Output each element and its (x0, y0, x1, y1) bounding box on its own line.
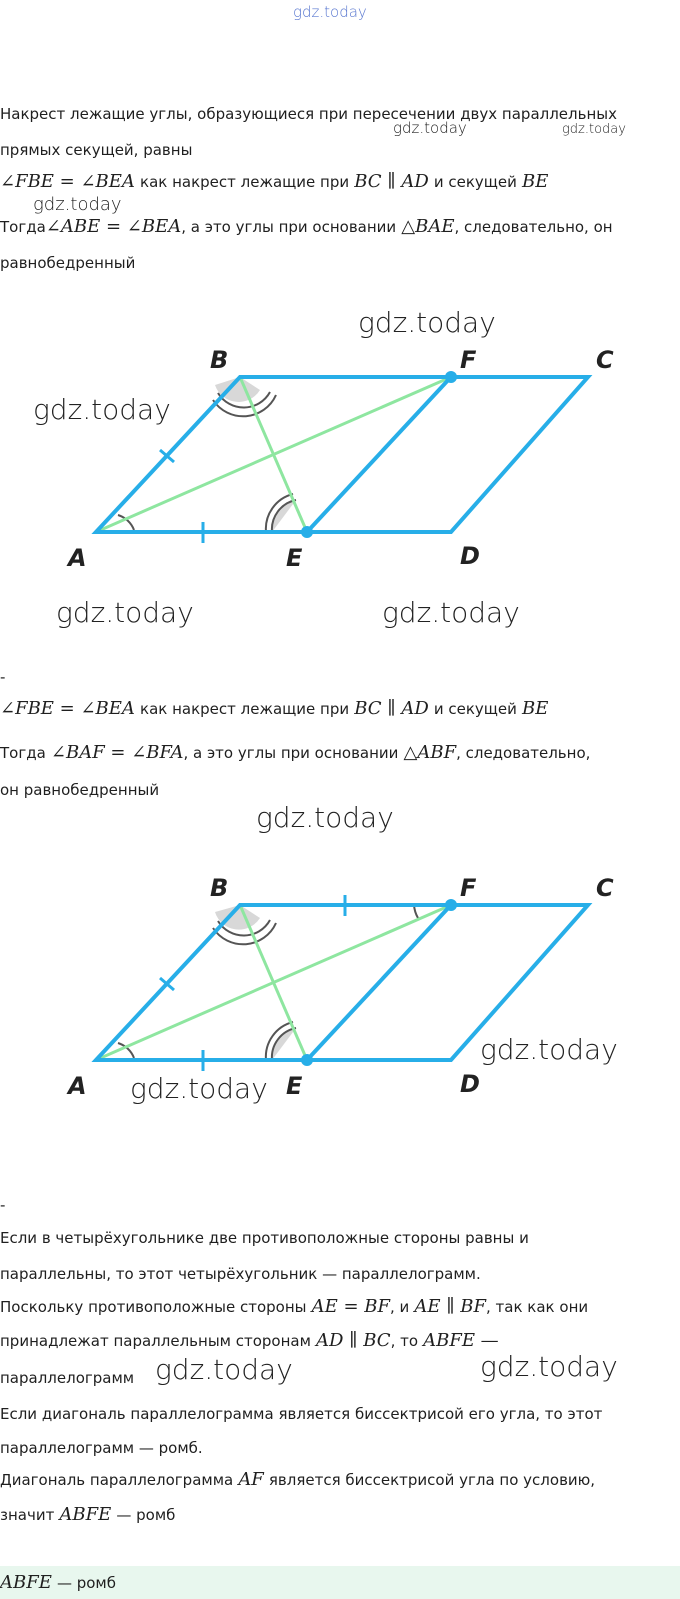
watermark: gdz.today (562, 122, 626, 137)
vertex-label: E (286, 1072, 303, 1100)
equation-line (0, 216, 613, 237)
math-expression: BC ∥ AD (354, 171, 429, 192)
math-expression: ABFE — (423, 1330, 499, 1351)
equation-line (0, 1469, 595, 1490)
dash: - (0, 668, 6, 686)
paragraph-line: параллелограмм — ромб. (0, 1439, 203, 1457)
point-f (445, 899, 457, 911)
text-fragment: и секущей (433, 700, 517, 718)
point-e (301, 526, 313, 538)
text-fragment: , а это углы при основании (181, 218, 397, 236)
dash: - (0, 1196, 6, 1214)
math-expression: ABFE (59, 1504, 112, 1525)
watermark: gdz.today (56, 596, 194, 629)
text-fragment: Тогда (0, 744, 46, 762)
text-fragment: принадлежат параллельным сторонам (0, 1332, 311, 1350)
paragraph-line: прямых секущей, равны (0, 141, 193, 159)
text-fragment: , следовательно, он (454, 218, 613, 236)
paragraph-line: параллелограмм (0, 1369, 135, 1387)
vertex-label: F (460, 874, 477, 902)
paragraph-line: параллельны, то этот четырёхугольник — параллелограмм. (0, 1265, 481, 1283)
answer-text: — ромб (56, 1574, 116, 1592)
paragraph-line: Накрест лежащие углы, образующиеся при пересечении двух параллельных (0, 105, 617, 123)
vertex-label: B (210, 874, 229, 902)
parallelogram-figure-1 (0, 290, 680, 590)
math-expression: ∠FBE = ∠BEA (0, 171, 135, 192)
vertex-label: D (460, 542, 480, 570)
watermark: gdz.today (382, 596, 520, 629)
answer-box (0, 1566, 680, 1599)
watermark: gdz.today (33, 393, 171, 426)
text-fragment: как накрест лежащие при (140, 700, 350, 718)
answer-line (0, 1572, 116, 1593)
vertex-label: D (460, 1070, 480, 1098)
math-expression: AE ∥ BF (414, 1296, 487, 1317)
math-expression: △BAE (401, 216, 455, 237)
text-fragment: значит (0, 1506, 55, 1524)
paragraph-line: Если в четырёхугольнике две противоположные стороны равны и (0, 1229, 529, 1247)
equation-line (0, 171, 548, 192)
watermark: gdz.today (480, 1033, 618, 1066)
watermark: gdz.today (480, 1350, 618, 1383)
paragraph-line: он равнобедренный (0, 781, 160, 799)
text-fragment: , то (390, 1332, 419, 1350)
text-fragment: , так как они (486, 1298, 589, 1316)
paragraph-line: равнобедренный (0, 254, 136, 272)
text-fragment: и секущей (433, 173, 517, 191)
vertex-label: C (596, 874, 614, 902)
text-fragment: Диагональ параллелограмма (0, 1471, 234, 1489)
segment-ef (307, 905, 451, 1060)
equation-line (0, 742, 590, 763)
math-expression: ∠ABE = ∠BEA (45, 216, 182, 237)
math-expression: AE = BF (311, 1296, 390, 1317)
math-expression: BE (522, 171, 549, 192)
equation-line (0, 698, 548, 719)
watermark: gdz.today (155, 1353, 293, 1386)
equation-line (0, 1330, 499, 1351)
vertex-label: A (68, 544, 87, 572)
watermark: gdz.today (256, 801, 394, 834)
vertex-label: A (68, 1072, 87, 1100)
watermark: gdz.today (33, 194, 122, 215)
text-fragment: , и (390, 1298, 410, 1316)
equation-line (0, 1296, 588, 1317)
point-f (445, 371, 457, 383)
text-fragment: — ромб (116, 1506, 176, 1524)
watermark: gdz.today (358, 306, 496, 339)
math-expression: △ABF (403, 742, 457, 763)
clipped-row (0, 90, 680, 96)
watermark: gdz.today (393, 119, 467, 137)
vertex-label: E (286, 544, 303, 572)
text-fragment: Поскольку противоположные стороны (0, 1298, 307, 1316)
segment-ef (307, 377, 451, 532)
vertex-label: F (460, 346, 477, 374)
text-fragment: Тогда (0, 218, 46, 236)
math-expression: ABFE (0, 1572, 52, 1593)
vertex-label: B (210, 346, 229, 374)
text-fragment: , следовательно, (456, 744, 591, 762)
watermark: gdz.today (130, 1072, 268, 1105)
vertex-label: C (596, 346, 614, 374)
math-expression: BC ∥ AD (354, 698, 429, 719)
equation-line (0, 1504, 175, 1525)
math-expression: AD ∥ BC (316, 1330, 391, 1351)
math-expression: ∠BAF = ∠BFA (50, 742, 184, 763)
text-fragment: как накрест лежащие при (140, 173, 350, 191)
text-fragment: является биссектрисой угла по условию, (268, 1471, 596, 1489)
point-e (301, 1054, 313, 1066)
math-expression: ∠FBE = ∠BEA (0, 698, 135, 719)
watermark-top: gdz.today (293, 3, 367, 21)
text-fragment: , а это углы при основании (183, 744, 399, 762)
paragraph-line: Если диагональ параллелограмма является биссектрисой его угла, то этот (0, 1405, 603, 1423)
math-expression: AF (238, 1469, 264, 1490)
math-expression: BE (522, 698, 549, 719)
